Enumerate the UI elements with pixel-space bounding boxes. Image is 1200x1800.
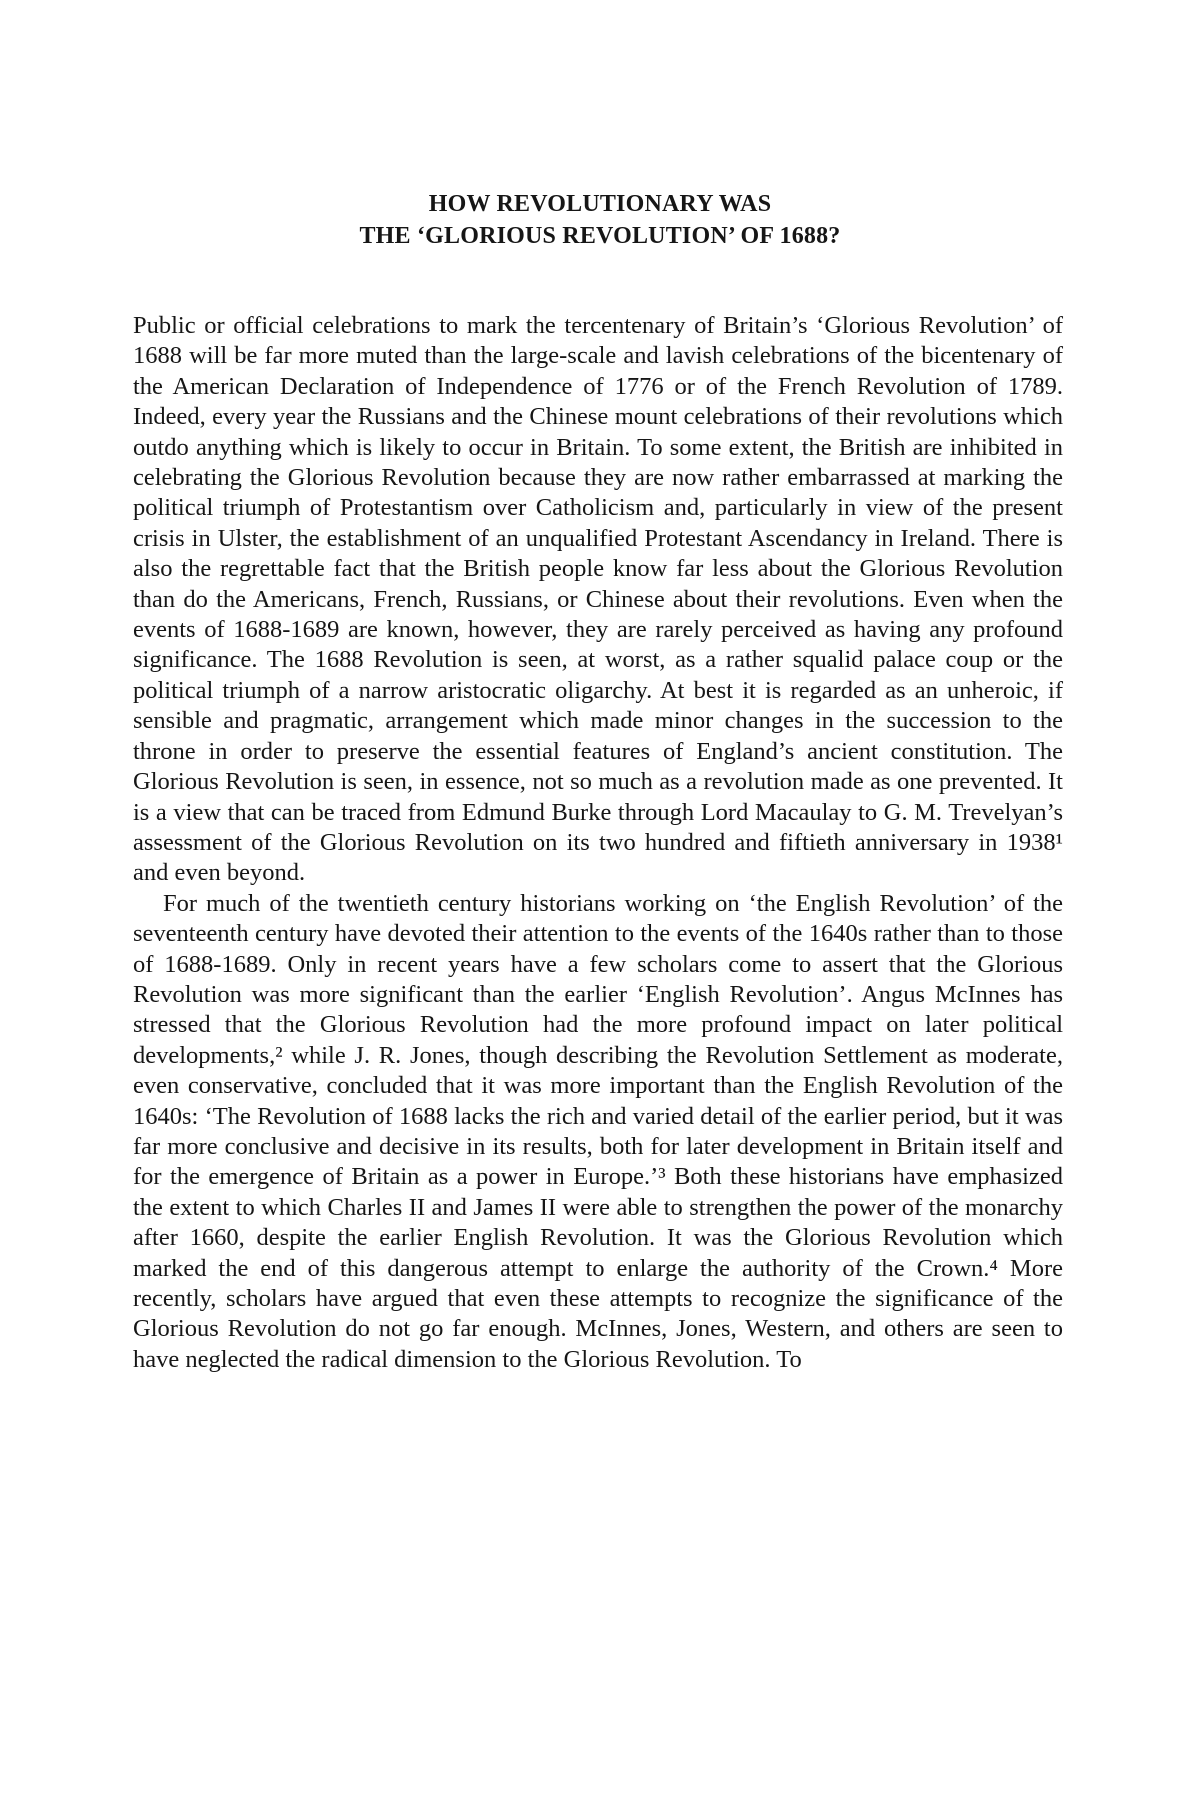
article-title <box>130 188 1070 252</box>
title-line-1: HOW REVOLUTIONARY WAS <box>428 191 772 217</box>
title-line-2: THE ‘GLORIOUS REVOLUTION’ OF 1688? <box>359 223 841 249</box>
paragraph-1: Public or official celebrations to mark the tercentenary of Britain’s ‘Glorious Revolution’ of 1688 will be far more muted than the large-scale and lavish celebrations of the bicentenary of the American Declaration of Independence of 1776 or of the French Revolution of 1789. Indeed, every year the Russians and the Chinese mount celebrations of their revolutions which outdo anything which is likely to occur in Britain. To some extent, the British are inhibited in celebrating the Glorious Revolution because they are now rather embarrassed at marking the political triumph of Protestantism over Catholicism and, particularly in view of the present crisis in Ulster, the establishment of an unqualified Protestant Ascendancy in Ireland. There is also the regrettable fact that the British people know far less about the Glorious Revolution than do the Americans, French, Russians, or Chinese about their revolutions. Even when the events of 1688-1689 are known, however, they are rarely perceived as having any profound significance. The 1688 Revolution is seen, at worst, as a rather squalid palace coup or the political triumph of a narrow aristocratic oligarchy. At best it is regarded as an unheroic, if sensible and pragmatic, arrangement which made minor changes in the succession to the throne in order to preserve the essential features of England’s ancient constitution. The Glorious Revolution is seen, in essence, not so much as a revolution made as one prevented. It is a view that can be traced from Edmund Burke through Lord Macaulay to G. M. Trevelyan’s assessment of the Glorious Revolution on its two hundred and fiftieth anniversary in 1938¹ and even beyond. <box>133 312 1063 887</box>
article-body <box>133 311 1063 1375</box>
paragraph-2: For much of the twentieth century historians working on ‘the English Revolution’ of the seventeenth century have devoted their attention to the events of the 1640s rather than to those of 1688-1689. Only in recent years have a few scholars come to assert that the Glorious Revolution was more significant than the earlier ‘English Revolution’. Angus McInnes has stressed that the Glorious Revolution had the more profound impact on later political developments,² while J. R. Jones, though describing the Revolution Settlement as moderate, even conservative, concluded that it was more important than the English Revolution of the 1640s: ‘The Revolution of 1688 lacks the rich and varied detail of the earlier period, but it was far more conclusive and decisive in its results, both for later development in Britain itself and for the emergence of Britain as a power in Europe.’³ Both these historians have emphasized the extent to which Charles II and James II were able to strengthen the power of the monarchy after 1660, despite the earlier English Revolution. It was the Glorious Revolution which marked the end of this dangerous attempt to enlarge the authority of the Crown.⁴ More recently, scholars have argued that even these attempts to recognize the significance of the Glorious Revolution do not go far enough. McInnes, Jones, Western, and others are seen to have neglected the radical dimension to the Glorious Revolution. To <box>133 889 1063 1373</box>
